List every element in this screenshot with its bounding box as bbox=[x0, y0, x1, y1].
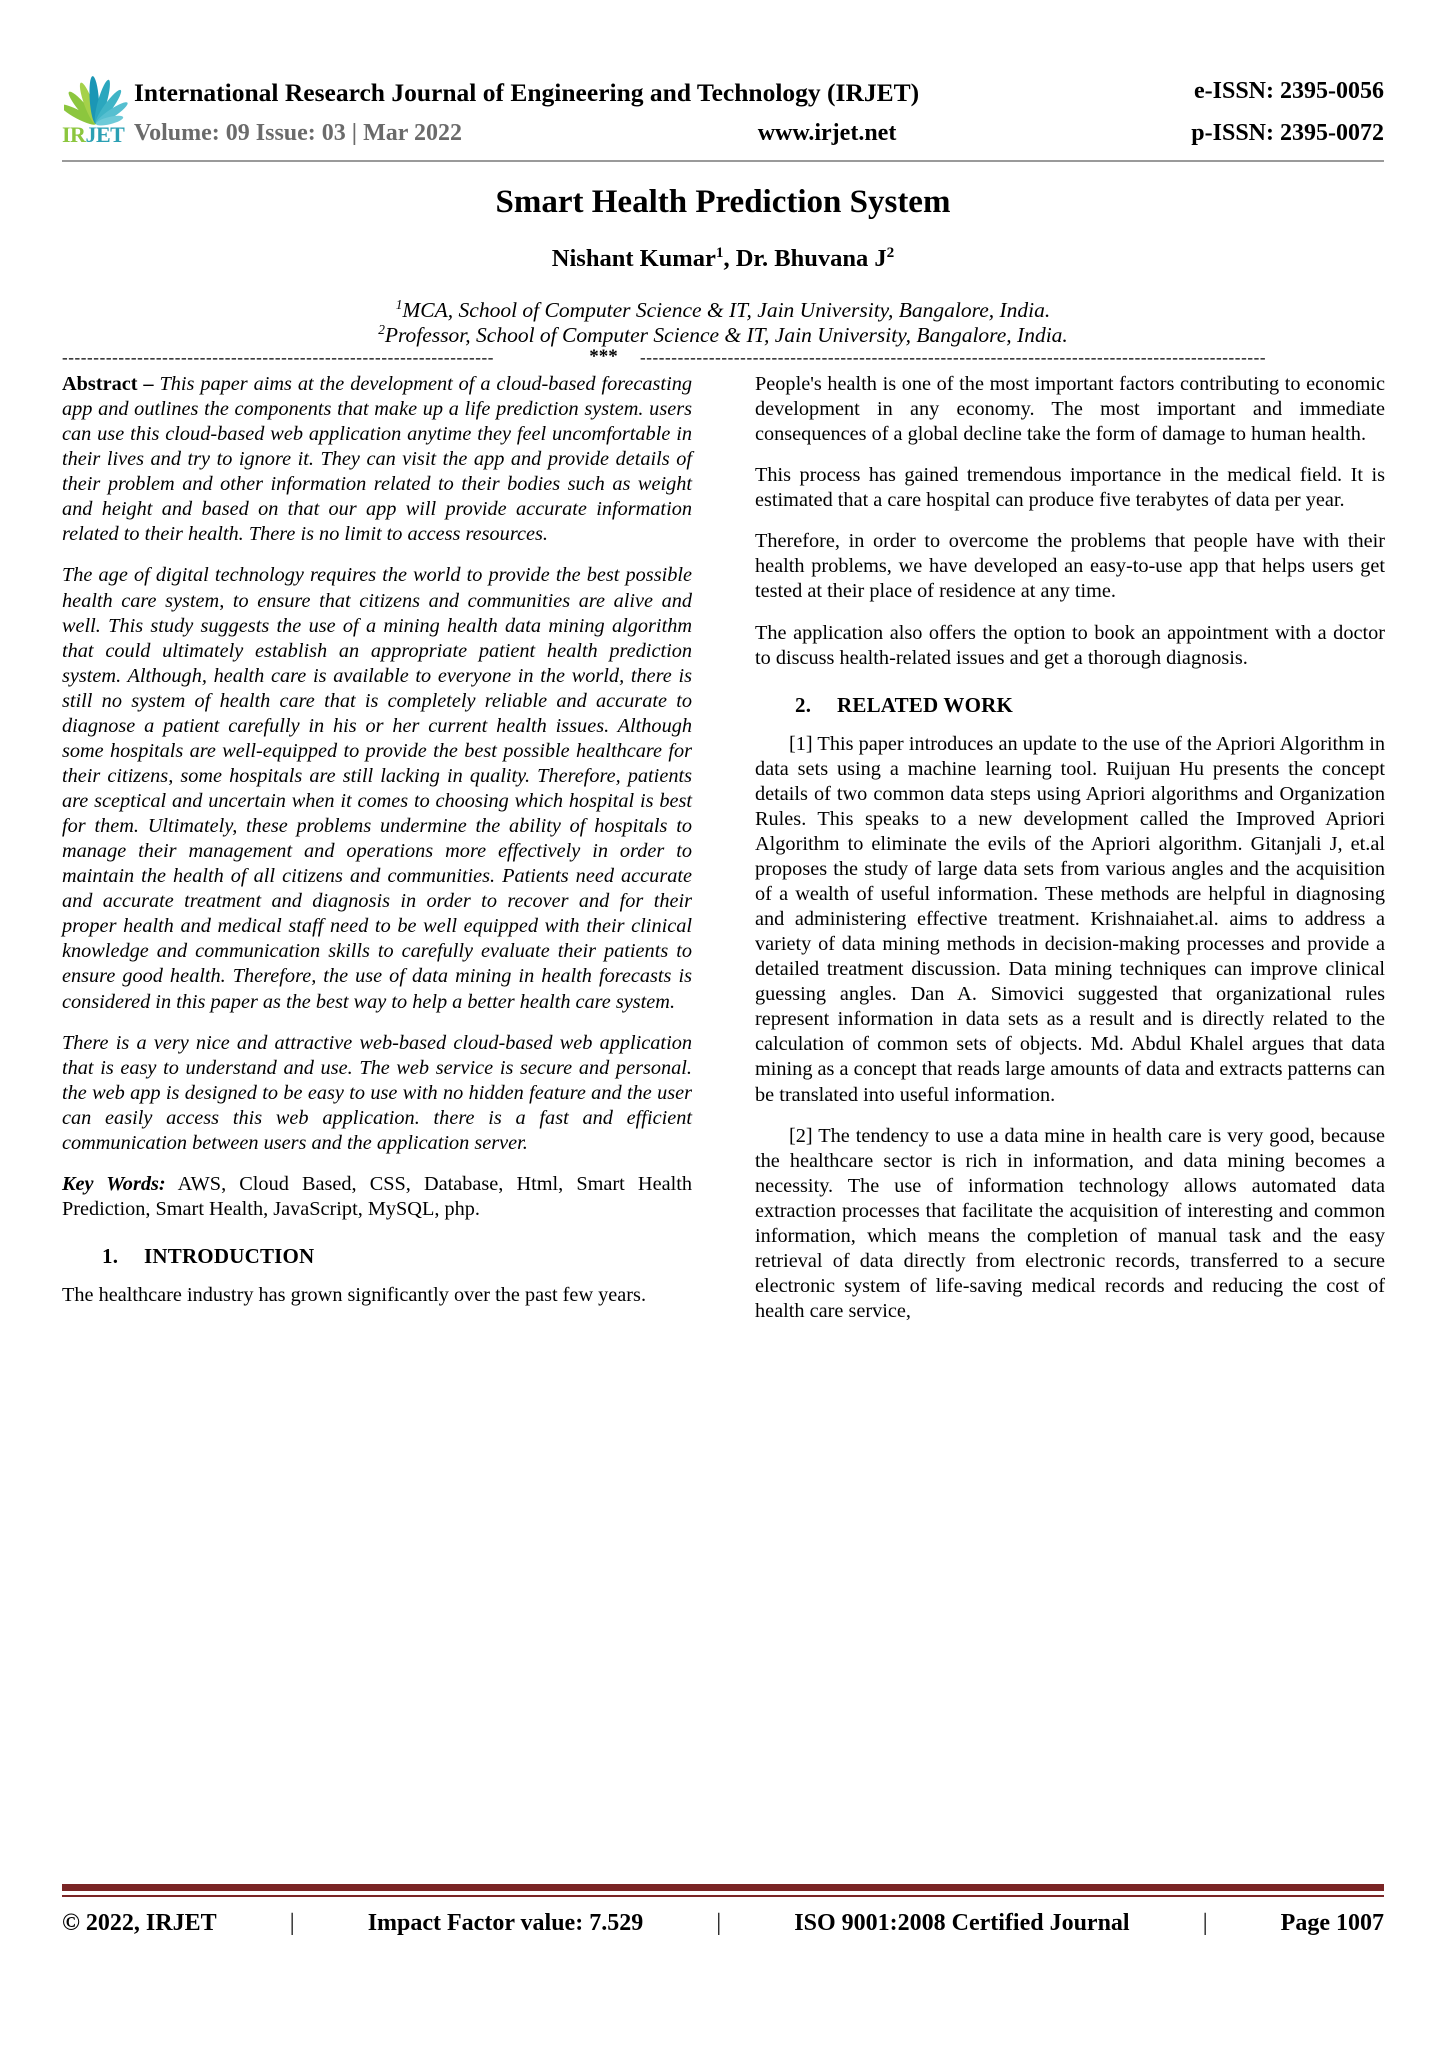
abstract-paragraph bbox=[62, 372, 692, 547]
right-paragraph-2: This process has gained tremendous importance in the medical field. It is estimated that a care hospital can produce five terabytes of data per year. bbox=[755, 464, 1385, 512]
keywords-paragraph bbox=[62, 1172, 692, 1222]
logo-text-jet: JET bbox=[85, 122, 125, 147]
affiliation-2 bbox=[62, 322, 1384, 348]
left-column bbox=[62, 372, 692, 1324]
section-2-number: 2. bbox=[795, 692, 812, 717]
introduction-paragraph: The healthcare industry has grown significantly over the past few years. bbox=[62, 1284, 647, 1306]
right-column bbox=[755, 372, 1385, 1340]
footer-rule-thin bbox=[62, 1895, 1384, 1897]
section-heading-related-work bbox=[755, 693, 1385, 718]
reference-1-paragraph: [1] This paper introduces an update to the use of the Apriori Algorithm in data sets using a machine learning tool. Ruijuan Hu presents the concept details of two common data steps using Apriori algorithms and Organization Rules. This speaks to a new development called the Improved Apriori Algorithm to eliminate the evils of the Apriori algorithm. Gitanjali J, et.al proposes the study of large data sets from various angles and the acquisition of a wealth of useful information. These methods are helpful in diagnosing and administering effective treatment. Krishnaiahet.al. aims to address a variety of data mining methods in decision-making processes and provide a detailed treatment discussion. Data mining techniques can improve clinical guessing angles. Dan A. Simovici suggested that organizational rules represent information in data sets as a result and is directly related to the calculation of common sets of objects. Md. Abdul Khalel argues that data mining as a concept that reads large amounts of data and extracts patterns can be translated into useful information. bbox=[755, 732, 1385, 1106]
keywords-label: Key Words: bbox=[62, 1172, 166, 1195]
right-paragraph-1: People's health is one of the most important factors contributing to economic development in any economy. The most important and immediate consequences of a global decline take the form of damage to human health. bbox=[755, 373, 1385, 446]
author-separator: , bbox=[723, 245, 736, 273]
author-2-affil-marker: 2 bbox=[886, 244, 895, 261]
separator-asterisks: *** bbox=[589, 349, 618, 367]
separator-dashes-left: --------------------------------------------------------------------- bbox=[62, 349, 495, 367]
irjet-logo bbox=[62, 74, 130, 152]
e-issn: e-ISSN: 2395-0056 bbox=[1194, 78, 1384, 104]
left-paragraph-2: The age of digital technology requires the world to provide the best possible health care system, to ensure that citizens and communities are alive and well. This study suggests the use of a mining health data mining algorithm that could ultimately establish an appropriate patient health prediction system. Although, health care is available to everyone in the world, there is still no system of health care that is completely reliable and accurate to diagnose a patient carefully in his or her current health issues. Although some hospitals are well-equipped to provide the best possible healthcare for their citizens, some hospitals are still lacking in quality. Therefore, patients are sceptical and uncertain when it comes to choosing which hospital is best for them. Ultimately, these problems undermine the ability of hospitals to manage their management and operations more effectively in order to maintain the health of all citizens and communities. Patients need accurate and accurate treatment and diagnosis in order to recover and for their proper health and medical staff need to be well equipped with their clinical knowledge and communication skills to carefully evaluate their patients to ensure good health. Therefore, the use of data mining in health forecasts is considered in this paper as the best way to help a better health care system. bbox=[62, 564, 692, 1013]
paper-title: Smart Health Prediction System bbox=[495, 184, 951, 220]
affiliation-1-marker: 1 bbox=[395, 297, 403, 312]
right-paragraph-4: The application also offers the option to book an appointment with a doctor to discuss health-related issues and get a thorough diagnosis. bbox=[755, 621, 1385, 669]
footer-divider-1: | bbox=[289, 1910, 295, 1936]
footer-copyright: © 2022, IRJET bbox=[62, 1910, 217, 1936]
section-2-title: RELATED WORK bbox=[837, 692, 1014, 717]
abstract-separator-rule bbox=[62, 349, 1384, 367]
journal-website[interactable]: www.irjet.net bbox=[757, 120, 897, 146]
reference-2-paragraph: [2] The tendency to use a data mine in health care is very good, because the healthcare sector is rich in information, and data mining becomes a necessity. The use of information technology allows automated data extraction processes that facilitate the acquisition of interesting and common information, which means the completion of manual task and the easy retrieval of data directly from electronic records, transferred to a secure electronic system of life-saving medical records and reducing the cost of health care service, bbox=[755, 1124, 1385, 1322]
footer-impact-factor: Impact Factor value: 7.529 bbox=[367, 1910, 644, 1936]
footer-rule-thick bbox=[62, 1884, 1384, 1891]
journal-masthead bbox=[62, 72, 1384, 158]
leaf-fan-icon bbox=[64, 74, 128, 126]
footer-iso-certification: ISO 9001:2008 Certified Journal bbox=[794, 1910, 1130, 1936]
affiliation-2-marker: 2 bbox=[378, 322, 385, 337]
volume-issue-line: Volume: 09 Issue: 03 | Mar 2022 bbox=[134, 120, 462, 146]
footer-divider-2: | bbox=[716, 1910, 722, 1936]
footer-page-number: Page 1007 bbox=[1280, 1910, 1384, 1936]
header-divider bbox=[62, 160, 1384, 162]
right-paragraph-3: Therefore, in order to overcome the problems that people have with their health problems, we have developed an easy-to-use app that helps users get tested at their place of residence at any time. bbox=[755, 530, 1385, 603]
author-2-name: Dr. Bhuvana J bbox=[735, 245, 887, 273]
left-paragraph-3: There is a very nice and attractive web-based cloud-based web application that is easy to understand and use. The web service is secure and personal. the web app is designed to be easy to use with no hidden feature and the user can easily access this web application. there is a fast and efficient communication between users and the application server. bbox=[62, 1031, 692, 1154]
affiliation-1-text: MCA, School of Computer Science & IT, Jain University, Bangalore, India. bbox=[402, 298, 1051, 323]
abstract-body: This paper aims at the development of a cloud-based forecasting app and outlines the components that make up a life prediction system. users can use this cloud-based web application anytime they feel uncomfortable in their lives and try to ignore it. They can visit the app and provide details of their problem and other information related to their bodies such as weight and height and based on that our app will provide accurate information related to their health. There is no limit to access resources. bbox=[62, 373, 692, 546]
footer-divider-3: | bbox=[1202, 1910, 1208, 1936]
affiliation-1 bbox=[62, 297, 1384, 323]
author-1-affil-marker: 1 bbox=[715, 244, 724, 261]
section-1-title: INTRODUCTION bbox=[144, 1244, 315, 1268]
p-issn: p-ISSN: 2395-0072 bbox=[1191, 120, 1384, 146]
logo-text-ir: IR bbox=[62, 122, 86, 147]
section-heading-introduction bbox=[62, 1244, 692, 1269]
section-1-number: 1. bbox=[102, 1244, 119, 1268]
page-footer bbox=[62, 1910, 1384, 1937]
keywords-body: AWS, Cloud Based, CSS, Database, Html, Smart Health Prediction, Smart Health, JavaScript, MySQL, php. bbox=[62, 1172, 692, 1220]
affiliation-2-text: Professor, School of Computer Science & IT, Jain University, Bangalore, India. bbox=[384, 323, 1068, 348]
author-line bbox=[62, 244, 1384, 273]
separator-dashes-right: ---------------------------------------------------------------------------------------------------- bbox=[640, 349, 1267, 367]
journal-title: International Research Journal of Engineering and Technology (IRJET) bbox=[134, 78, 920, 107]
irjet-logo-text bbox=[62, 122, 124, 148]
author-1-name: Nishant Kumar bbox=[551, 245, 716, 273]
abstract-label: Abstract – bbox=[62, 373, 160, 395]
